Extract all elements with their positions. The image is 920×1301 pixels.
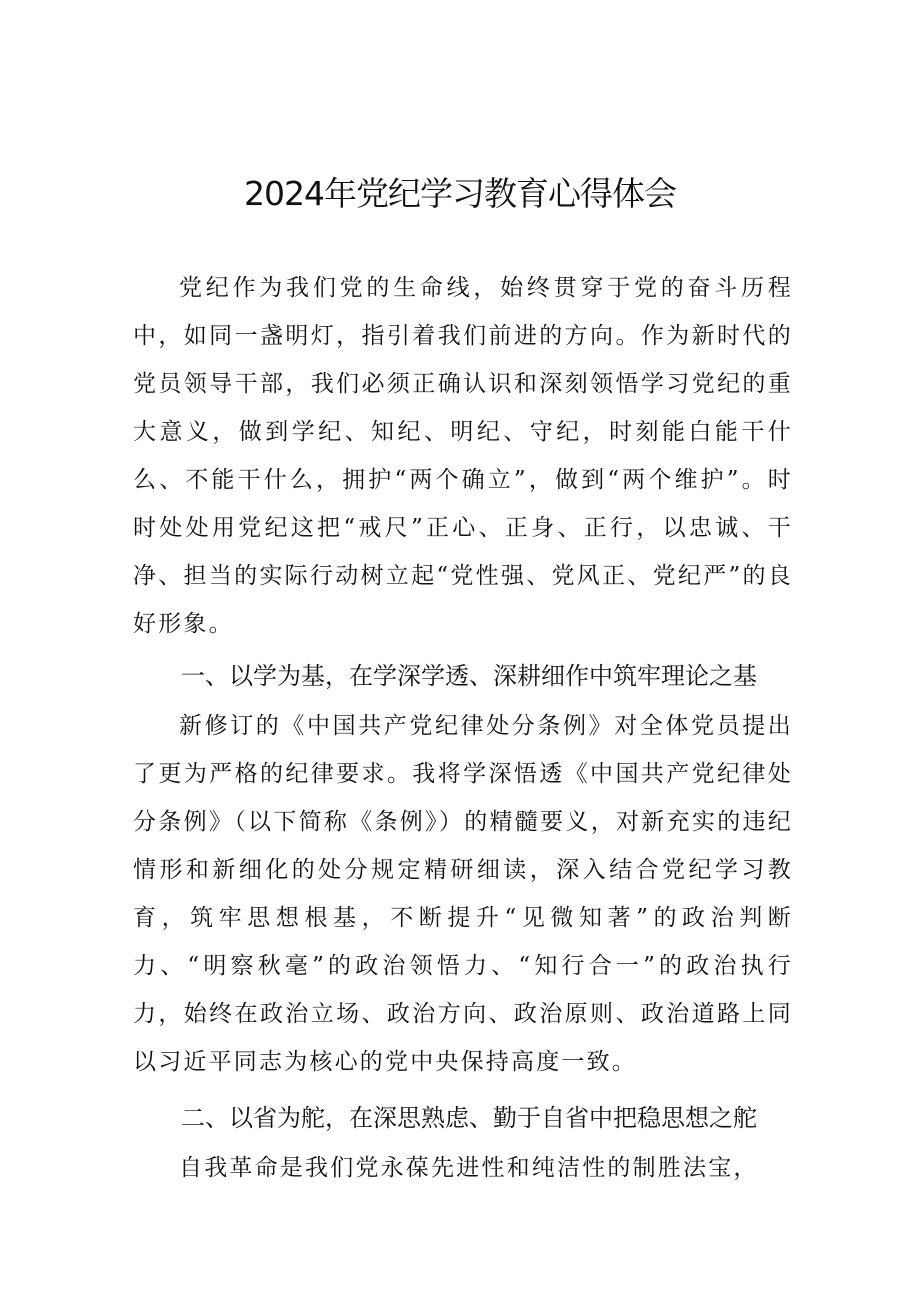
section-2-paragraph: 自我革命是我们党永葆先进性和纯洁性的制胜法宝， [179,1155,759,1181]
document-body [133,264,793,1192]
section-2-heading: 二、以省为舵，在深思熟虑、勤于自省中把稳思想之舵 [181,1104,757,1132]
section-1-paragraph: 新修订的《中国共产党纪律处分条例》对全体党员提出了更为严格的纪律要求。我将学深悟透《中国共产党纪律处分条例》（以下简称《条例》）的精髓要义，对新充实的违纪情形和新细化的处分规定精研细读，深入结合党纪学习教育，筑牢思想根基，不断提升“见微知著”的政治判断力、“明察秋毫”的政治领悟力、“知行合一”的政治执行力，始终在政治立场、政治方向、政治原则、政治道路上同以习近平同志为核心的党中央保持高度一致。 [133,713,793,1075]
intro-paragraph: 党纪作为我们党的生命线，始终贯穿于党的奋斗历程中，如同一盏明灯，指引着我们前进的方向。作为新时代的党员领导干部，我们必须正确认识和深刻领悟学习党纪的重大意义，做到学纪、知纪、明纪、守纪，时刻能白能干什么、不能干什么，拥护“两个确立”，做到“两个维护”。时时处处用党纪这把“戒尺”正心、正身、正行，以忠诚、干净、担当的实际行动树立起“党性强、党风正、党纪严”的良好形象。 [133,275,793,637]
document-title: 2024年党纪学习教育心得体会 [244,174,676,213]
section-1-heading: 一、以学为基，在学深学透、深耕细作中筑牢理论之基 [181,662,757,690]
